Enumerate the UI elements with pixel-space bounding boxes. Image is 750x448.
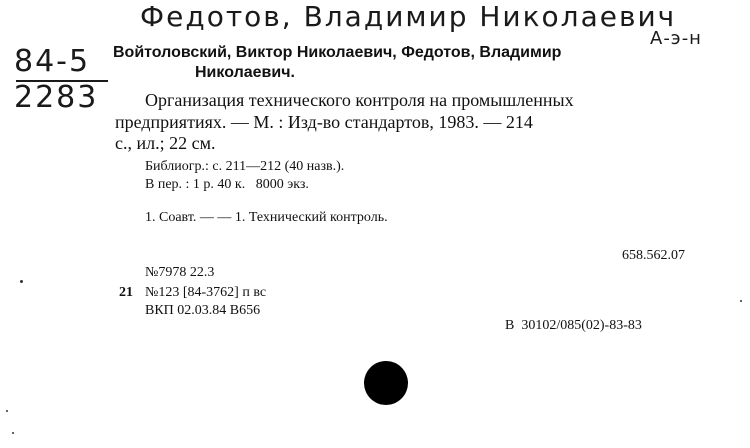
author-line-1: Войтоловский, Виктор Николаевич, Федотов, Владимир — [113, 44, 562, 61]
scan-speck — [740, 300, 742, 302]
title-line-1: Организация технического контроля на промышленных — [145, 90, 574, 110]
udc-code: 658.562.07 — [622, 248, 685, 263]
handwritten-heading: Федотов, Владимир Николаевич — [140, 0, 677, 33]
title-line-3: с., ил.; 22 см. — [115, 133, 216, 153]
scan-speck — [20, 280, 23, 283]
price-note: В пер. : 1 р. 40 к. 8000 экз. — [145, 177, 309, 192]
scan-speck — [6, 410, 8, 412]
punch-hole — [364, 361, 408, 405]
vkp-number: ВКП 02.03.84 В656 — [145, 303, 261, 318]
bibliography-note: Библиогр.: с. 211—212 (40 назв.). — [145, 159, 345, 174]
author-line-2: Николаевич. — [195, 64, 295, 81]
order-number: №123 [84-3762] п вс — [145, 285, 267, 300]
scan-speck — [12, 432, 14, 434]
bbk-code: В 30102/085(02)-83-83 — [505, 318, 642, 333]
call-number-top: 84-5 — [14, 44, 91, 79]
handwritten-annotation: А-э-н — [650, 28, 702, 49]
registration-prefix: 21 — [119, 285, 133, 300]
call-number-bottom: 2283 — [14, 80, 99, 115]
registration-number: №7978 22.3 — [145, 265, 215, 280]
subject-headings: 1. Соавт. — — 1. Технический контроль. — [145, 210, 388, 225]
title-line-2: предприятиях. — М. : Изд-во стандартов, 1983. — 214 — [115, 112, 533, 132]
